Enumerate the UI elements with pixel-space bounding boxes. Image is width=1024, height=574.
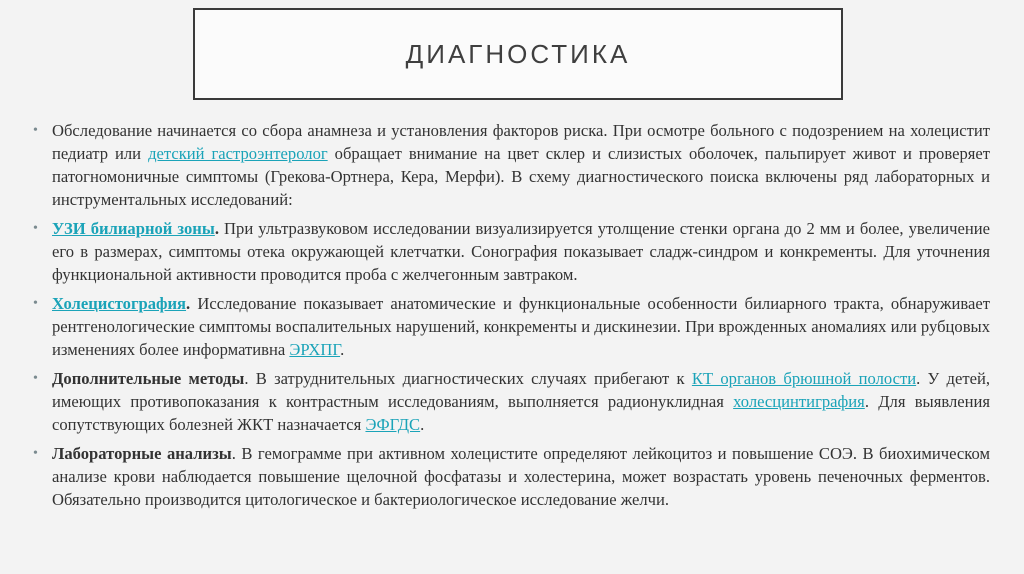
bullet-lab-tests (30, 442, 990, 511)
bullet-lead-dot: . (186, 294, 191, 313)
bullet-text: Исследование показывает анатомические и функциональные особенности билиарного тракта, обнаруживает рентгенологические симптомы воспалительных нарушений, конкременты и дискинезии. При врожденных аномалиях или рубцовых изменениях более информативна (52, 294, 990, 359)
link-ultrasound-biliary[interactable]: УЗИ билиарной зоны (52, 219, 215, 238)
link-pediatric-gastroenterologist[interactable]: детский гастроэнтеролог (148, 144, 328, 163)
bullet-text: При ультразвуковом исследовании визуализируется утолщение стенки органа до 2 мм и более, увеличение его в размерах, симптомы отека окружающей клетчатки. Сонография показывает сладж-синдром и конкременты. Для уточнения функциональной активности проводится проба с желчегонным завтраком. (52, 219, 991, 284)
bullet-cholecystography (30, 292, 990, 361)
bullet-text: обращает внимание на цвет склер и слизистых оболочек, пальпирует живот и проверяет патогномоничные симптомы (Грекова-Ортнера, Кера, Мерфи). В схему диагностического поиска включены ряд лабораторных и инструментальных исследований: (52, 144, 991, 209)
bullet-dot-icon: • (33, 371, 38, 386)
bullet-dot-icon: • (33, 446, 38, 461)
bullet-dot-icon: • (33, 296, 38, 311)
bullet-text: . В гемограмме при активном холецистите определяют лейкоцитоз и повышение СОЭ. В биохимическом анализе крови наблюдается повышение щелочной фосфатазы и холестерина, может возрастать уровень печеночных ферментов. Обязательно производится цитологическое и бактериологическое исследование желчи. (52, 444, 990, 509)
title-box (193, 8, 843, 100)
bullet-lead: Лабораторные анализы (52, 444, 232, 463)
link-egds[interactable]: ЭФГДС (365, 415, 421, 434)
bullet-dot-icon: • (33, 221, 38, 236)
bullet-text: . (420, 415, 425, 434)
bullet-text: . Для выявления сопутствующих болезней ЖКТ назначается (52, 392, 990, 434)
bullet-lead: Дополнительные методы (52, 369, 245, 388)
link-cholescintigraphy[interactable]: холесцинтиграфия (733, 392, 865, 411)
link-ct-abdomen[interactable]: КТ органов брюшной полости (691, 369, 917, 388)
bullet-dot-icon: • (33, 123, 38, 138)
bullet-list (30, 119, 990, 517)
bullet-text: . (340, 340, 345, 359)
bullet-text: . У детей, имеющих противопоказания к контрастным исследованиям, выполняется радионуклидная (52, 369, 990, 411)
bullet-examination (30, 119, 990, 211)
bullet-text: Обследование начинается со сбора анамнеза и установления факторов риска. При осмотре больного с подозрением на холецистит педиатр или (52, 121, 990, 163)
link-ercp[interactable]: ЭРХПГ (289, 340, 341, 359)
slide-title: ДИАГНОСТИКА (405, 38, 631, 69)
bullet-lead-dot: . (214, 219, 219, 238)
bullet-additional-methods (30, 367, 990, 436)
bullet-ultrasound (30, 217, 990, 286)
link-cholecystography[interactable]: Холецистография (52, 294, 187, 313)
bullet-text: . В затруднительных диагностических случаях прибегают к (244, 369, 692, 388)
